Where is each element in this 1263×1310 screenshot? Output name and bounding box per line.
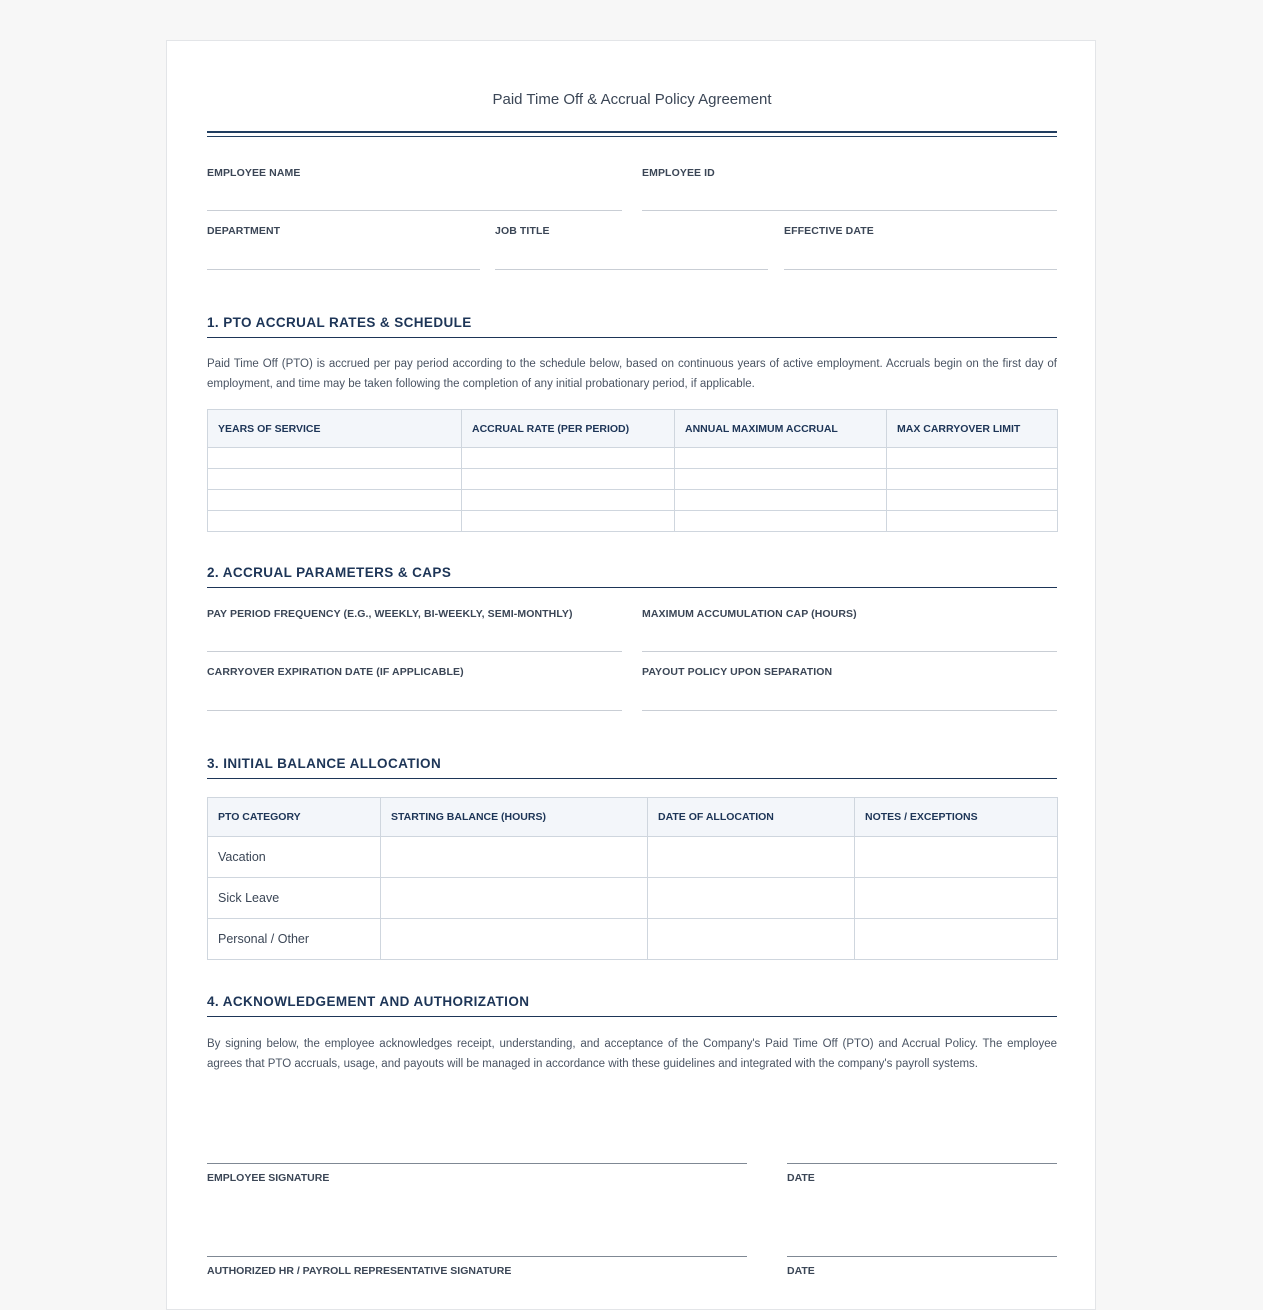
table-cell[interactable] [462, 511, 675, 532]
document-page [166, 40, 1096, 1310]
table-cell[interactable] [887, 469, 1058, 490]
table-cell[interactable] [208, 448, 462, 469]
pto-category-cell: Sick Leave [208, 878, 381, 919]
table-cell[interactable] [855, 837, 1058, 878]
table-cell[interactable] [675, 469, 887, 490]
table-cell[interactable] [462, 490, 675, 511]
column-header: NOTES / EXCEPTIONS [855, 798, 1058, 837]
balance-table-header-row [208, 798, 1058, 837]
section-2-heading: 2. ACCRUAL PARAMETERS & CAPS [207, 565, 1057, 588]
table-row [208, 511, 1058, 532]
table-cell[interactable] [855, 919, 1058, 960]
table-row [208, 448, 1058, 469]
job-title-label: JOB TITLE [495, 225, 550, 237]
section-4-heading: 4. ACKNOWLEDGEMENT AND AUTHORIZATION [207, 994, 1057, 1017]
hr-date-line[interactable] [787, 1256, 1057, 1257]
table-cell[interactable] [675, 511, 887, 532]
table-cell[interactable] [648, 878, 855, 919]
payout-policy-field[interactable] [642, 666, 1057, 712]
table-cell[interactable] [887, 490, 1058, 511]
department-field[interactable] [207, 225, 480, 271]
pto-category-cell: Personal / Other [208, 919, 381, 960]
table-cell[interactable] [462, 448, 675, 469]
accrual-rates-table [207, 409, 1058, 532]
employee-date-label: DATE [787, 1172, 815, 1184]
initial-balance-table [207, 797, 1058, 960]
department-label: DEPARTMENT [207, 225, 281, 237]
table-cell[interactable] [887, 511, 1058, 532]
table-cell[interactable] [381, 919, 648, 960]
pay-period-frequency-label: PAY PERIOD FREQUENCY (E.G., WEEKLY, BI-WEEKLY, SEMI-MONTHLY) [207, 608, 573, 620]
employee-date-line[interactable] [787, 1163, 1057, 1164]
effective-date-label: EFFECTIVE DATE [784, 225, 874, 237]
table-cell[interactable] [648, 837, 855, 878]
table-cell[interactable] [208, 490, 462, 511]
employee-id-label: EMPLOYEE ID [642, 167, 715, 179]
employee-id-line [642, 210, 1057, 211]
table-cell[interactable] [675, 490, 887, 511]
pay-period-frequency-line [207, 651, 622, 652]
employee-name-label: EMPLOYEE NAME [207, 167, 301, 179]
carryover-expiration-label: CARRYOVER EXPIRATION DATE (IF APPLICABLE) [207, 666, 464, 678]
effective-date-line [784, 269, 1057, 270]
hr-signature-line[interactable] [207, 1256, 747, 1257]
employee-id-field[interactable] [642, 167, 1057, 212]
max-accumulation-cap-label: MAXIMUM ACCUMULATION CAP (HOURS) [642, 608, 857, 620]
table-row [208, 837, 1058, 878]
job-title-field[interactable] [495, 225, 768, 271]
table-cell[interactable] [381, 878, 648, 919]
column-header: YEARS OF SERVICE [208, 410, 462, 448]
table-cell[interactable] [887, 448, 1058, 469]
section-3-heading: 3. INITIAL BALANCE ALLOCATION [207, 756, 1057, 779]
table-cell[interactable] [381, 837, 648, 878]
payout-policy-label: PAYOUT POLICY UPON SEPARATION [642, 666, 833, 678]
column-header: DATE OF ALLOCATION [648, 798, 855, 837]
table-cell[interactable] [208, 469, 462, 490]
document-title: Paid Time Off & Accrual Policy Agreement [492, 91, 772, 108]
table-row [208, 490, 1058, 511]
table-cell[interactable] [462, 469, 675, 490]
max-accumulation-cap-field[interactable] [642, 608, 1057, 653]
employee-signature-line[interactable] [207, 1163, 747, 1164]
table-cell[interactable] [675, 448, 887, 469]
column-header: STARTING BALANCE (HOURS) [381, 798, 648, 837]
department-line [207, 269, 480, 270]
max-accumulation-cap-line [642, 651, 1057, 652]
pto-category-cell: Vacation [208, 837, 381, 878]
pay-period-frequency-field[interactable] [207, 608, 622, 653]
column-header: MAX CARRYOVER LIMIT [887, 410, 1058, 448]
section-1-heading: 1. PTO ACCRUAL RATES & SCHEDULE [207, 315, 1057, 338]
column-header: ANNUAL MAXIMUM ACCRUAL [675, 410, 887, 448]
job-title-line [495, 269, 768, 270]
carryover-expiration-line [207, 710, 622, 711]
employee-name-field[interactable] [207, 167, 622, 212]
section-1-paragraph: Paid Time Off (PTO) is accrued per pay period according to the schedule below, based on continuous years of active employment. Accruals begin on the first day of employment, and time may be taken following the completion of any initial probationary period, if applicable. [207, 358, 1057, 390]
column-header: ACCRUAL RATE (PER PERIOD) [462, 410, 675, 448]
column-header: PTO CATEGORY [208, 798, 381, 837]
accrual-table-header-row [208, 410, 1058, 448]
carryover-expiration-field[interactable] [207, 666, 622, 712]
title-divider [207, 131, 1057, 137]
hr-signature-label: AUTHORIZED HR / PAYROLL REPRESENTATIVE SIGNATURE [207, 1265, 512, 1277]
employee-name-line [207, 210, 622, 211]
section-4-paragraph: By signing below, the employee acknowledges receipt, understanding, and acceptance of the Company's Paid Time Off (PTO) and Accrual Policy. The employee agrees that PTO accruals, usage, and payouts will be managed in accordance with these guidelines and integrated with the company's payroll systems. [207, 1038, 1057, 1070]
table-row [208, 919, 1058, 960]
table-row [208, 878, 1058, 919]
table-cell[interactable] [855, 878, 1058, 919]
payout-policy-line [642, 710, 1057, 711]
table-cell[interactable] [648, 919, 855, 960]
hr-date-label: DATE [787, 1265, 815, 1277]
table-row [208, 469, 1058, 490]
effective-date-field[interactable] [784, 225, 1057, 271]
table-cell[interactable] [208, 511, 462, 532]
employee-signature-label: EMPLOYEE SIGNATURE [207, 1172, 330, 1184]
